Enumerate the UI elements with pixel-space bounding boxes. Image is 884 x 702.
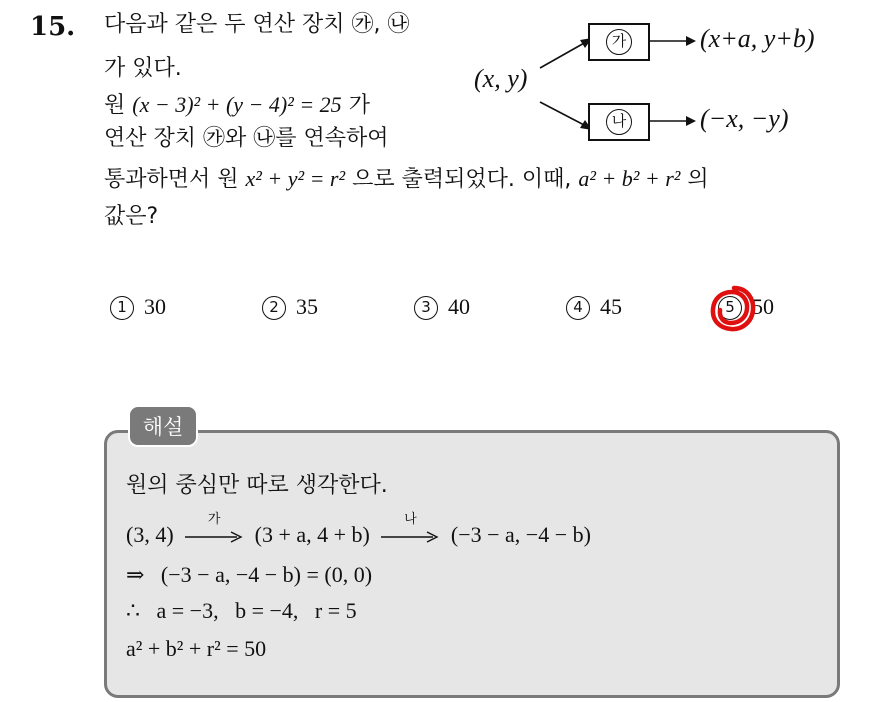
arrow-right-icon bbox=[650, 110, 700, 132]
question-line-3-suffix: 가 bbox=[348, 93, 370, 118]
question-line-5 bbox=[104, 164, 709, 195]
choice-2-marker: 2 bbox=[262, 296, 286, 320]
choice-2-value: 35 bbox=[296, 294, 318, 319]
solution-line-3: ⇒ (−3 − a, −4 − b) = (0, 0) bbox=[126, 562, 373, 587]
choice-4-marker: 4 bbox=[566, 296, 590, 320]
choice-1-value: 30 bbox=[144, 294, 166, 319]
device-ga-label: 가 bbox=[606, 29, 632, 55]
solution-line-5: a² + b² + r² = 50 bbox=[126, 636, 267, 661]
choice-1[interactable] bbox=[110, 294, 166, 320]
expression-target: a² + b² + r² bbox=[578, 166, 681, 191]
solution-line-2 bbox=[126, 512, 591, 548]
question-line-1-text: 다음과 같은 두 연산 장치 ㉮, ㉯ bbox=[104, 12, 410, 37]
question-line-2: 가 있다. bbox=[104, 56, 182, 81]
question-line-5-prefix: 통과하면서 원 bbox=[104, 167, 239, 192]
choice-3[interactable] bbox=[414, 294, 470, 320]
arrow-right-icon bbox=[650, 30, 700, 52]
circle-equation-initial: (x − 3)² + (y − 4)² = 25 bbox=[132, 92, 342, 117]
circle-equation-final: x² + y² = r² bbox=[245, 166, 346, 191]
device-box-na bbox=[588, 103, 650, 141]
question-line-5-mid: 으로 출력되었다. 이때, bbox=[352, 167, 572, 192]
arrow-na bbox=[381, 512, 439, 548]
question-line-6: 값은? bbox=[104, 204, 159, 229]
arrow-ga-label: 가 bbox=[207, 512, 221, 527]
choice-2[interactable] bbox=[262, 294, 318, 320]
question-line-3-prefix: 원 bbox=[104, 93, 126, 118]
solution-line-1: 원의 중심만 따로 생각한다. bbox=[126, 473, 388, 498]
long-arrow-icon bbox=[381, 530, 439, 544]
question-line-1 bbox=[104, 10, 409, 40]
arrow-ga bbox=[185, 512, 243, 548]
diagram-output-ga: (x+a, y+b) bbox=[700, 24, 815, 53]
long-arrow-icon bbox=[185, 530, 243, 544]
choice-5-marker: 5 bbox=[718, 296, 742, 320]
choice-3-value: 40 bbox=[448, 294, 470, 319]
solution-line-4: ∴ a = −3, b = −4, r = 5 bbox=[126, 598, 357, 623]
choice-4[interactable] bbox=[566, 294, 622, 320]
device-na-label: 나 bbox=[606, 109, 632, 135]
question-line-4: 연산 장치 ㉮와 ㉯를 연속하여 bbox=[104, 126, 389, 151]
choice-1-marker: 1 bbox=[110, 296, 134, 320]
choice-4-value: 45 bbox=[600, 294, 622, 319]
device-box-ga bbox=[588, 23, 650, 61]
diagram-output-na: (−x, −y) bbox=[700, 104, 789, 133]
diagram-input: (x, y) bbox=[474, 64, 528, 93]
answer-mark-circle bbox=[704, 280, 760, 336]
choice-5-value: 50 bbox=[752, 294, 774, 319]
solution-point-after-ga: (3 + a, 4 + b) bbox=[254, 522, 370, 547]
question-number: 15. bbox=[30, 12, 76, 42]
choice-3-marker: 3 bbox=[414, 296, 438, 320]
question-line-5-suffix: 의 bbox=[687, 167, 709, 192]
question-line-3 bbox=[104, 90, 370, 121]
arrow-na-label: 나 bbox=[404, 512, 417, 527]
solution-tag: 해설 bbox=[128, 405, 198, 447]
solution-point-initial: (3, 4) bbox=[126, 522, 174, 547]
solution-point-after-na: (−3 − a, −4 − b) bbox=[450, 522, 591, 547]
